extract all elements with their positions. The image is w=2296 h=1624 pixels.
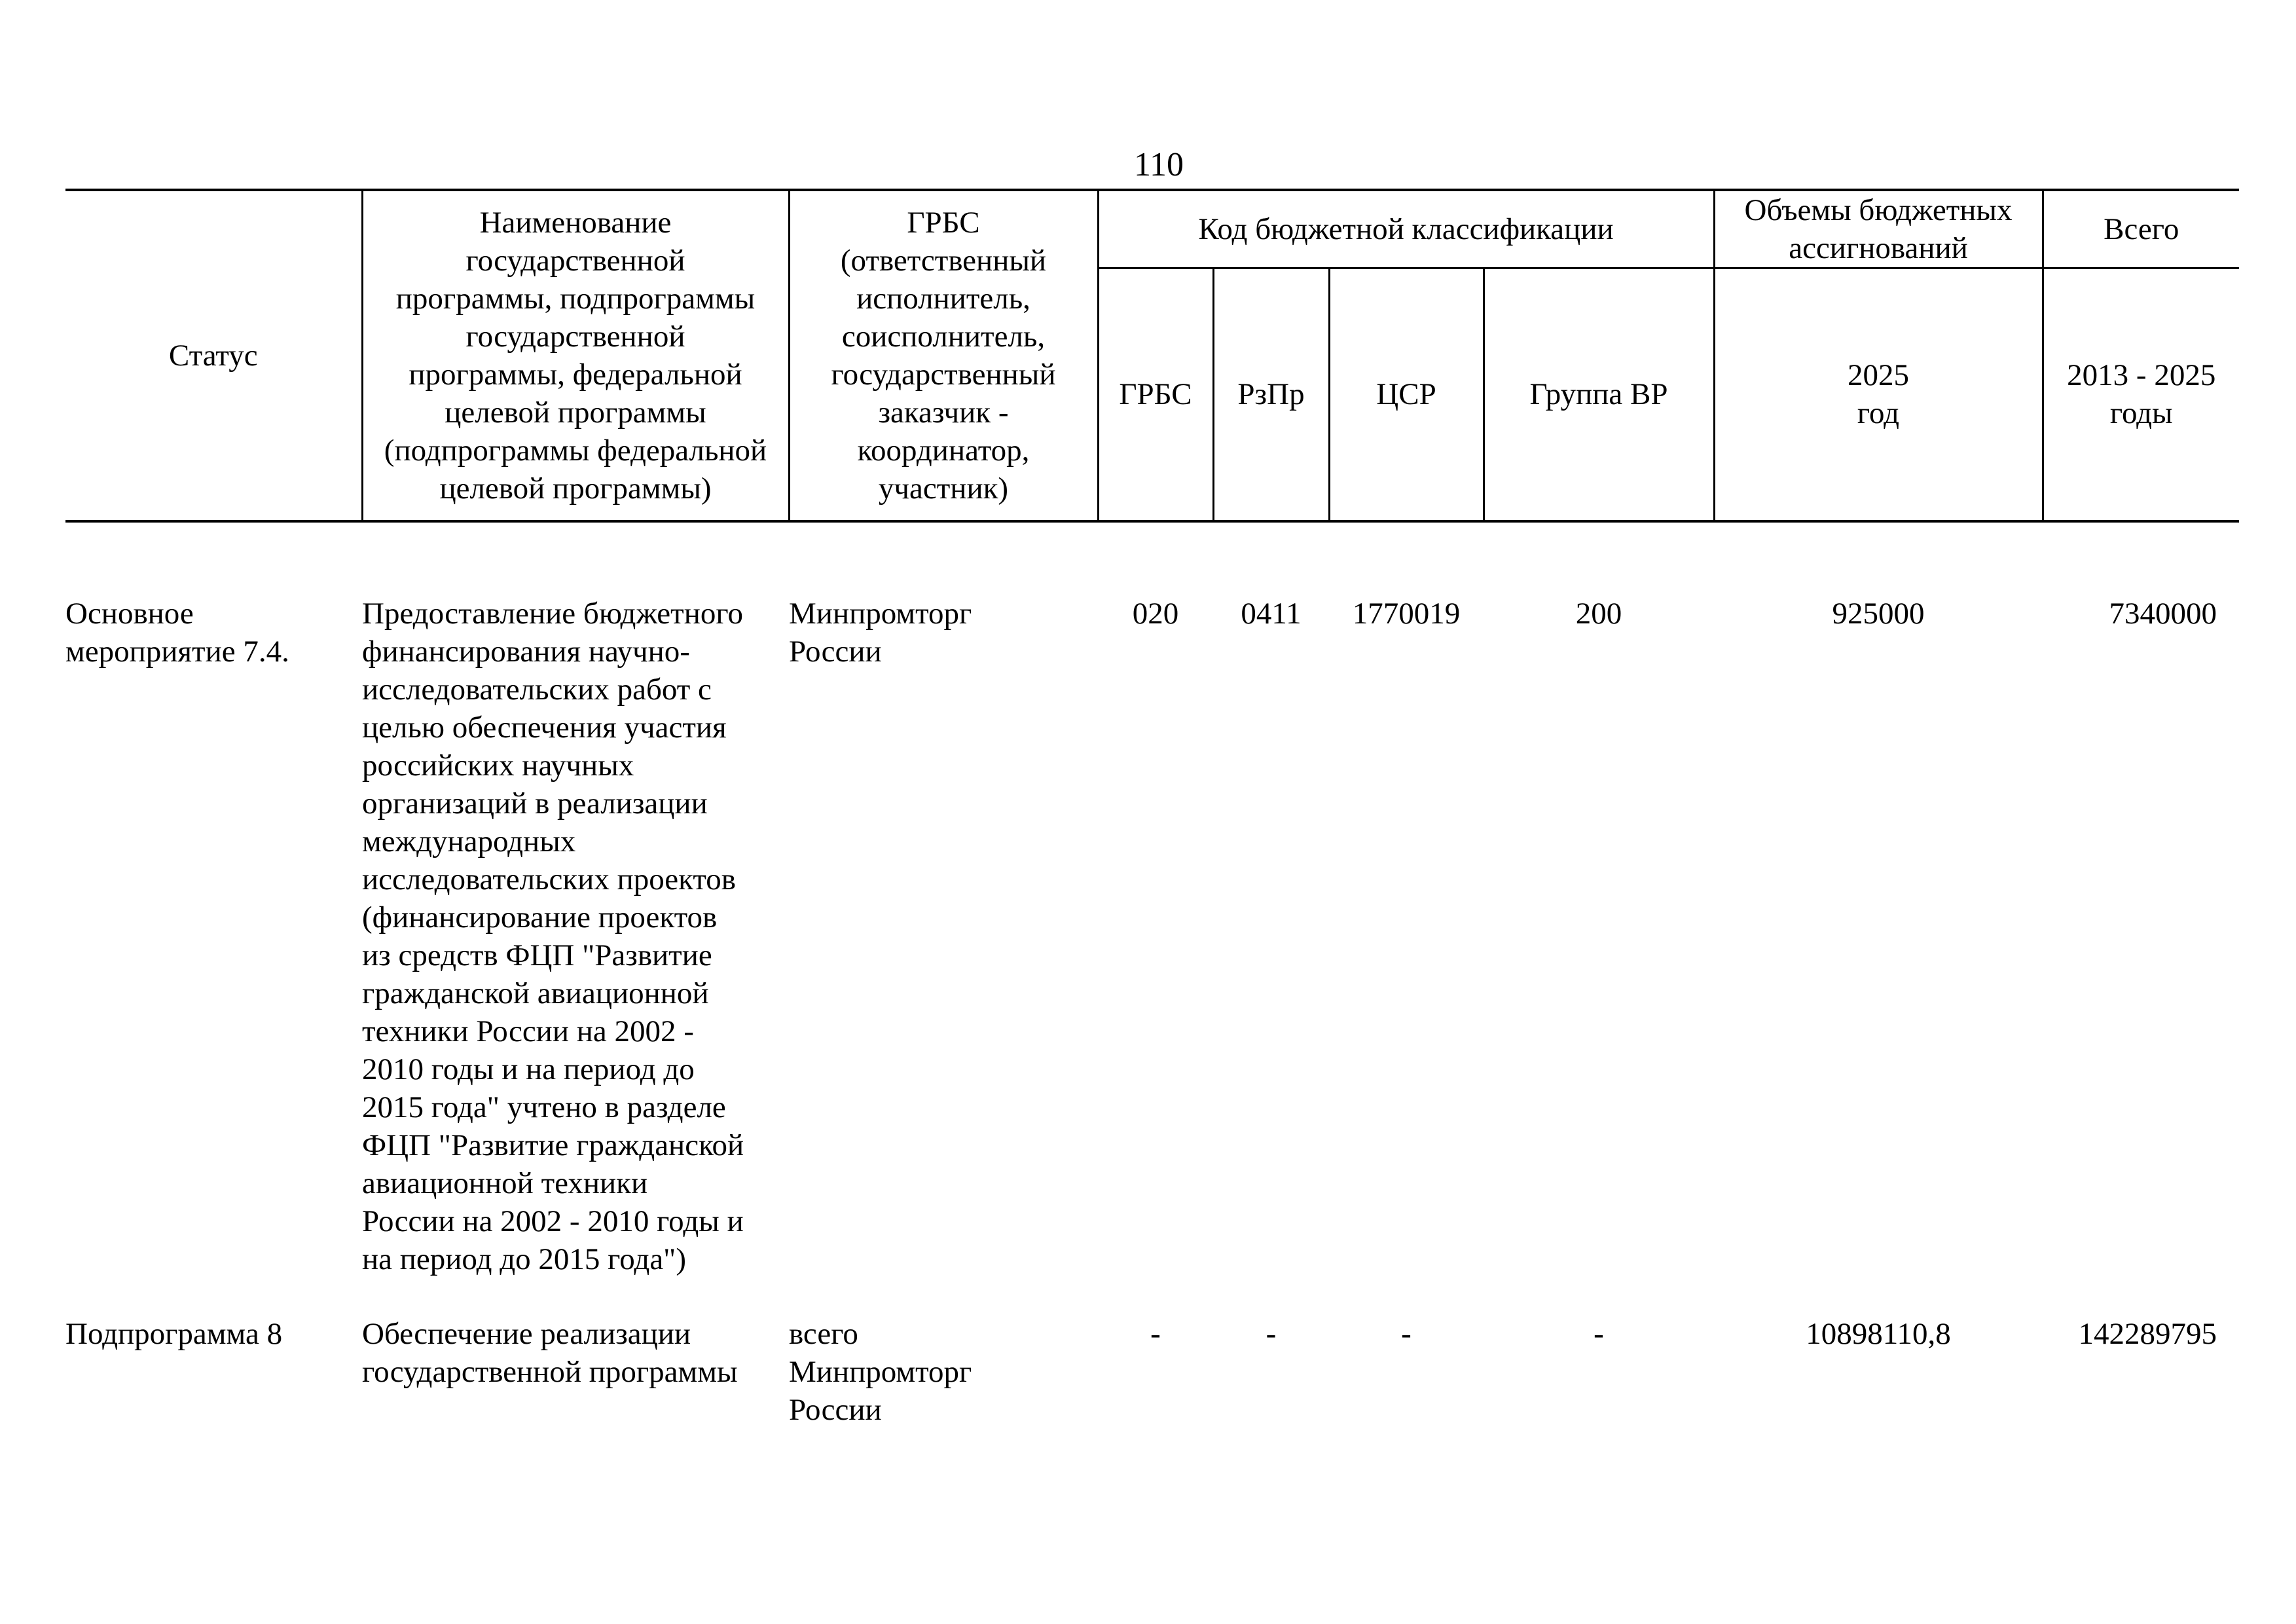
cell-status: Основное мероприятие 7.4. <box>65 596 289 669</box>
header-grbs: ГРБС <box>1098 268 1213 521</box>
header-budget-code: Код бюджетной классификации <box>1098 190 1714 268</box>
header-program-name: Наименование государственной программы, подпрограммы государственной программы, федеральной целевой программы (подпрограммы федеральной целевой программы) <box>362 190 789 521</box>
cell-program-name: Предоставление бюджетного финансирования научно- исследовательских работ с целью обеспечения участия российских научных организаций в реализации международных исследовательских проектов (финансирование проектов из средств ФЦП "Развитие гражданской авиационной техники России на 2002 - 2010 годы и на период до 2015 года" учтено в разделе ФЦП "Развитие гражданской авиационной техники России на 2002 - 2010 годы и на период до 2015 года") <box>362 596 744 1276</box>
cell-total: 7340000 <box>2109 596 2217 631</box>
header-total: Всего <box>2043 190 2239 268</box>
cell-group-vr: - <box>1594 1316 1604 1351</box>
cell-rzpr: 0411 <box>1241 596 1302 631</box>
cell-total: 142289795 <box>2078 1316 2217 1351</box>
budget-table <box>65 189 2239 1446</box>
header-csr: ЦСР <box>1329 268 1484 521</box>
header-years-range: 2013 - 2025 годы <box>2043 268 2239 521</box>
cell-rzpr: - <box>1266 1316 1277 1351</box>
page-number: 110 <box>1133 146 1184 183</box>
header-year-2025: 2025 год <box>1714 268 2043 521</box>
header-grbs-responsible: ГРБС (ответственный исполнитель, соисполнитель, государственный заказчик - координатор, участник) <box>789 190 1098 521</box>
cell-status: Подпрограмма 8 <box>65 1316 283 1351</box>
cell-csr: 1770019 <box>1352 596 1461 631</box>
header-volumes: Объемы бюджетных ассигнований <box>1714 190 2043 268</box>
cell-amount-2025: 925000 <box>1832 596 1925 631</box>
cell-grbs-responsible: Минпромторг России <box>789 596 972 669</box>
cell-csr: - <box>1401 1316 1412 1351</box>
table-row <box>65 1315 2239 1446</box>
cell-amount-2025: 10898110,8 <box>1806 1316 1951 1351</box>
header-group-vr: Группа ВР <box>1484 268 1714 521</box>
cell-program-name: Обеспечение реализации государственной программы <box>362 1316 738 1389</box>
cell-grbs-responsible: всего Минпромторг России <box>789 1316 972 1427</box>
header-rzpr: РзПр <box>1213 268 1329 521</box>
cell-group-vr: 200 <box>1575 596 1622 631</box>
header-status: Статус <box>65 190 362 521</box>
cell-grbs: - <box>1150 1316 1161 1351</box>
cell-grbs: 020 <box>1132 596 1179 631</box>
table-row <box>65 595 2239 1315</box>
